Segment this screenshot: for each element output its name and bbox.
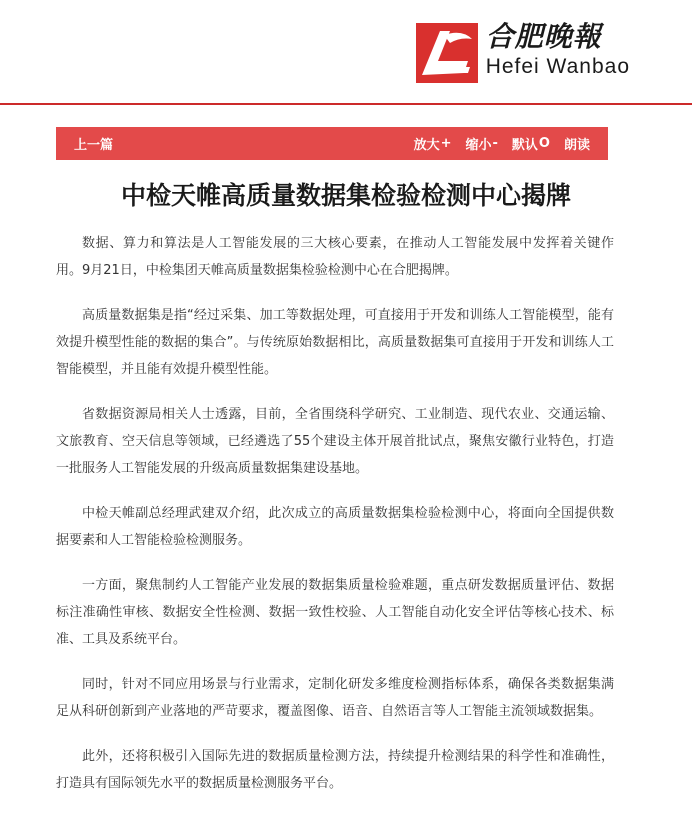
logo-english-name: Hefei Wanbao <box>485 55 630 78</box>
zoom-in-button[interactable] <box>414 134 452 153</box>
article-paragraph: 省数据资源局相关人士透露，目前，全省围绕科学研究、工业制造、现代农业、交通运输、文旅教育、空天信息等领域，已经遴选了55个建设主体开展首批试点，聚焦安徽行业特色，打造一批服务人工智能发展的升级高质量数据集建设基地。 <box>56 407 614 476</box>
article-paragraph: 同时，针对不同应用场景与行业需求，定制化研发多维度检测指标体系，确保各类数据集满足从科研创新到产业落地的严苛要求，覆盖图像、语音、自然语言等人工智能主流领域数据集。 <box>56 677 614 719</box>
masthead <box>0 0 692 106</box>
article-paragraph: 数据、算力和算法是人工智能发展的三大核心要素，在推动人工智能发展中发挥着关键作用。9月21日，中检集团天帷高质量数据集检验检测中心在合肥揭牌。 <box>56 236 614 278</box>
reset-circle-icon: O <box>538 136 550 151</box>
logo-text <box>486 20 630 80</box>
masthead-divider <box>0 103 692 105</box>
article-paragraph: 此外，还将积极引入国际先进的数据质量检测方法，持续提升检测结果的科学性和准确性，打造具有国际领先水平的数据质量检测服务平台。 <box>56 749 614 791</box>
article-paragraph: 高质量数据集是指“经过采集、加工等数据处理，可直接用于开发和训练人工智能模型，能有效提升模型性能的数据的集合”。与传统原始数据相比，高质量数据集可直接用于开发和训练人工智能模型，并且能有效提升模型性能。 <box>56 308 614 377</box>
previous-article-link[interactable]: 上一篇 <box>74 138 114 153</box>
read-aloud-button[interactable] <box>564 134 590 153</box>
article-paragraph: 中检天帷副总经理武建双介绍，此次成立的高质量数据集检验检测中心，将面向全国提供数据要素和人工智能检验检测服务。 <box>56 506 614 548</box>
read-aloud-label: 朗读 <box>563 138 590 153</box>
logo-chinese-name: 合肥晚報 <box>485 20 602 53</box>
article-title: 中检天帷高质量数据集检验检测中心揭牌 <box>120 181 571 210</box>
newspaper-logo[interactable] <box>416 20 630 88</box>
zoom-out-button[interactable] <box>465 134 497 153</box>
default-size-label: 默认 <box>511 138 538 153</box>
reading-controls <box>414 134 590 153</box>
article-paragraph: 一方面，聚焦制约人工智能产业发展的数据集质量检验难题，重点研发数据质量评估、数据标注准确性审核、数据安全性检测、数据一致性校验、人工智能自动化安全评估等核心技术、标准、工具及系统平台。 <box>56 578 614 647</box>
plus-icon: + <box>440 136 452 151</box>
article-toolbar <box>56 127 608 160</box>
zoom-in-label: 放大 <box>413 138 440 153</box>
zoom-out-label: 缩小 <box>465 138 492 153</box>
article-body <box>56 230 614 815</box>
hefei-wanbao-logo-icon <box>416 23 478 83</box>
minus-icon: - <box>492 136 498 151</box>
default-size-button[interactable] <box>512 134 550 153</box>
